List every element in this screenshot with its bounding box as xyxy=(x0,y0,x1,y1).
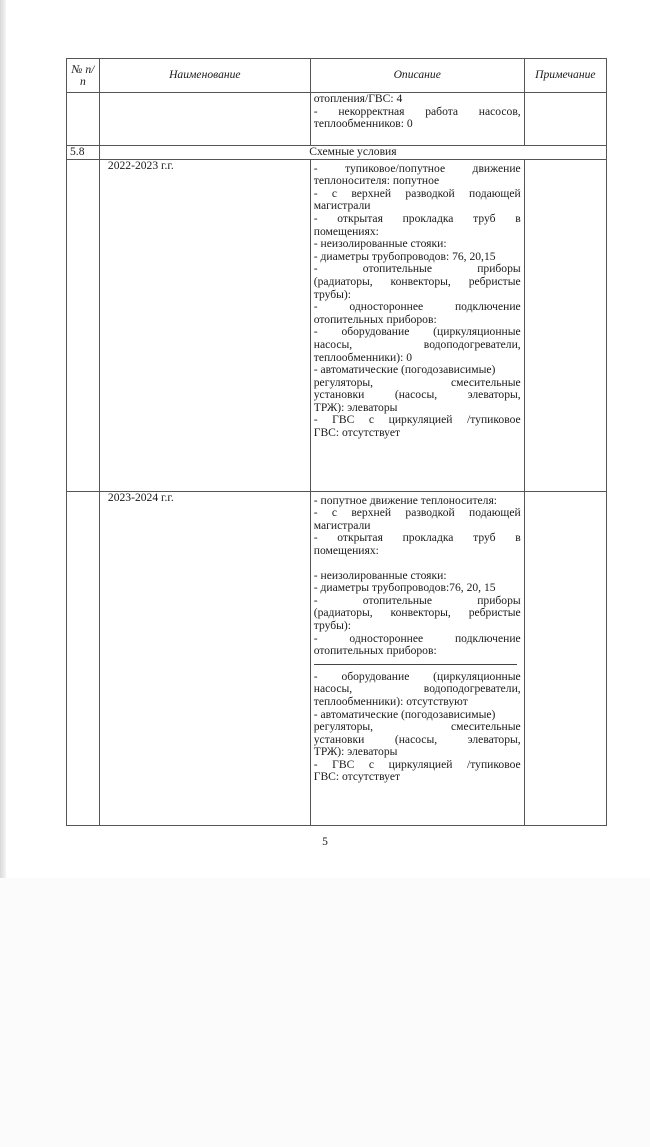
desc-line: (радиаторы, конвекторы, ребристые xyxy=(313,274,521,288)
desc-line: - автоматические (погодозависимые) xyxy=(313,363,496,377)
desc-line: - отопительные приборы xyxy=(313,262,521,276)
desc-line: установки (насосы, элеваторы, xyxy=(313,388,521,402)
desc-line: отопительных приборов: xyxy=(313,312,437,326)
cell-note xyxy=(524,159,606,491)
table-row xyxy=(67,159,607,491)
desc-line: теплообменников: 0 xyxy=(313,117,413,131)
page-number: 5 xyxy=(322,836,328,848)
desc-line: - оборудование (циркуляционные xyxy=(313,325,521,339)
desc-line: - открытая прокладка труб в xyxy=(313,211,521,225)
cell-num xyxy=(67,93,100,146)
cell-description xyxy=(310,491,524,825)
desc-line: ГВС: отсутствует xyxy=(313,426,401,440)
desc-line: теплоносителя: попутное xyxy=(313,174,440,188)
desc-line: - отопительные приборы xyxy=(313,593,521,607)
desc-line: (радиаторы, конвекторы, ребристые xyxy=(313,606,521,620)
desc-line: - диаметры трубопроводов: 76, 20,15 xyxy=(313,249,496,263)
section-number: 5.8 xyxy=(67,146,100,160)
desc-line: ТРЖ): элеваторы xyxy=(313,400,398,414)
desc-line: регуляторы, смесительные xyxy=(313,375,521,389)
conditions-table xyxy=(66,58,607,826)
desc-line: - неизолированные стояки: xyxy=(313,237,447,251)
desc-line: - ГВС с циркуляцией /тупиковое xyxy=(313,757,521,771)
desc-line: магистрали xyxy=(313,199,371,213)
scan-page-edge xyxy=(0,0,6,880)
desc-line: трубы): xyxy=(313,287,352,301)
desc-line: отопительных приборов: xyxy=(313,644,437,658)
desc-line: - ГВС с циркуляцией /тупиковое xyxy=(313,413,521,427)
desc-line: регуляторы, смесительные xyxy=(313,720,521,734)
cell-description xyxy=(310,159,524,491)
header-name: Наименование xyxy=(99,59,310,93)
desc-line: насосы, водоподогреватели, xyxy=(313,682,521,696)
desc-line: ГВС: отсутствует xyxy=(313,770,401,784)
desc-line: магистрали xyxy=(313,518,371,532)
desc-line: помещениях: xyxy=(313,224,379,238)
desc-line: - попутное движение теплоносителя: xyxy=(313,493,497,507)
desc-line: - с верхней разводкой подающей xyxy=(313,506,521,520)
desc-line: теплообменники): отсутствуют xyxy=(313,694,468,708)
desc-line: - одностороннее подключение xyxy=(313,631,521,645)
cell-note xyxy=(524,491,606,825)
desc-line: - с верхней разводкой подающей xyxy=(313,186,521,200)
desc-line: - неизолированные стояки: xyxy=(313,568,447,582)
desc-line: - автоматические (погодозависимые) xyxy=(313,707,496,721)
header-num: № п/п xyxy=(67,59,100,93)
section-row xyxy=(67,146,607,160)
section-title: Схемные условия xyxy=(99,146,606,160)
cell-note xyxy=(524,93,606,146)
cell-name xyxy=(99,93,310,146)
header-note: Примечание xyxy=(524,59,606,93)
table-row xyxy=(67,491,607,825)
table-header-row xyxy=(67,59,607,93)
desc-line: ТРЖ): элеваторы xyxy=(313,745,398,759)
desc-line: трубы): xyxy=(313,618,352,632)
desc-line: - некорректная работа насосов, xyxy=(313,104,521,118)
separator-line xyxy=(314,664,517,665)
desc-line: насосы, водоподогреватели, xyxy=(313,337,521,351)
header-description: Описание xyxy=(310,59,524,93)
desc-line: помещениях: xyxy=(313,543,379,557)
continuation-row xyxy=(67,93,607,146)
cell-description xyxy=(310,93,524,146)
cell-num xyxy=(67,159,100,491)
desc-line: - оборудование (циркуляционные xyxy=(313,669,521,683)
desc-line: - одностороннее подключение xyxy=(313,300,521,314)
desc-line: установки (насосы, элеваторы, xyxy=(313,732,521,746)
desc-line: - диаметры трубопроводов:76, 20, 15 xyxy=(313,581,496,595)
cell-period: 2022-2023 г.г. xyxy=(99,159,310,491)
desc-line: - открытая прокладка труб в xyxy=(313,531,521,545)
page-bottom-area xyxy=(0,878,650,1147)
cell-period: 2023-2024 г.г. xyxy=(99,491,310,825)
desc-line: - тупиковое/попутное движение xyxy=(313,161,521,175)
desc-line: отопления/ГВС: 4 xyxy=(313,92,403,105)
cell-num xyxy=(67,491,100,825)
desc-line: теплообменники): 0 xyxy=(313,350,413,364)
desc-line xyxy=(314,558,521,570)
